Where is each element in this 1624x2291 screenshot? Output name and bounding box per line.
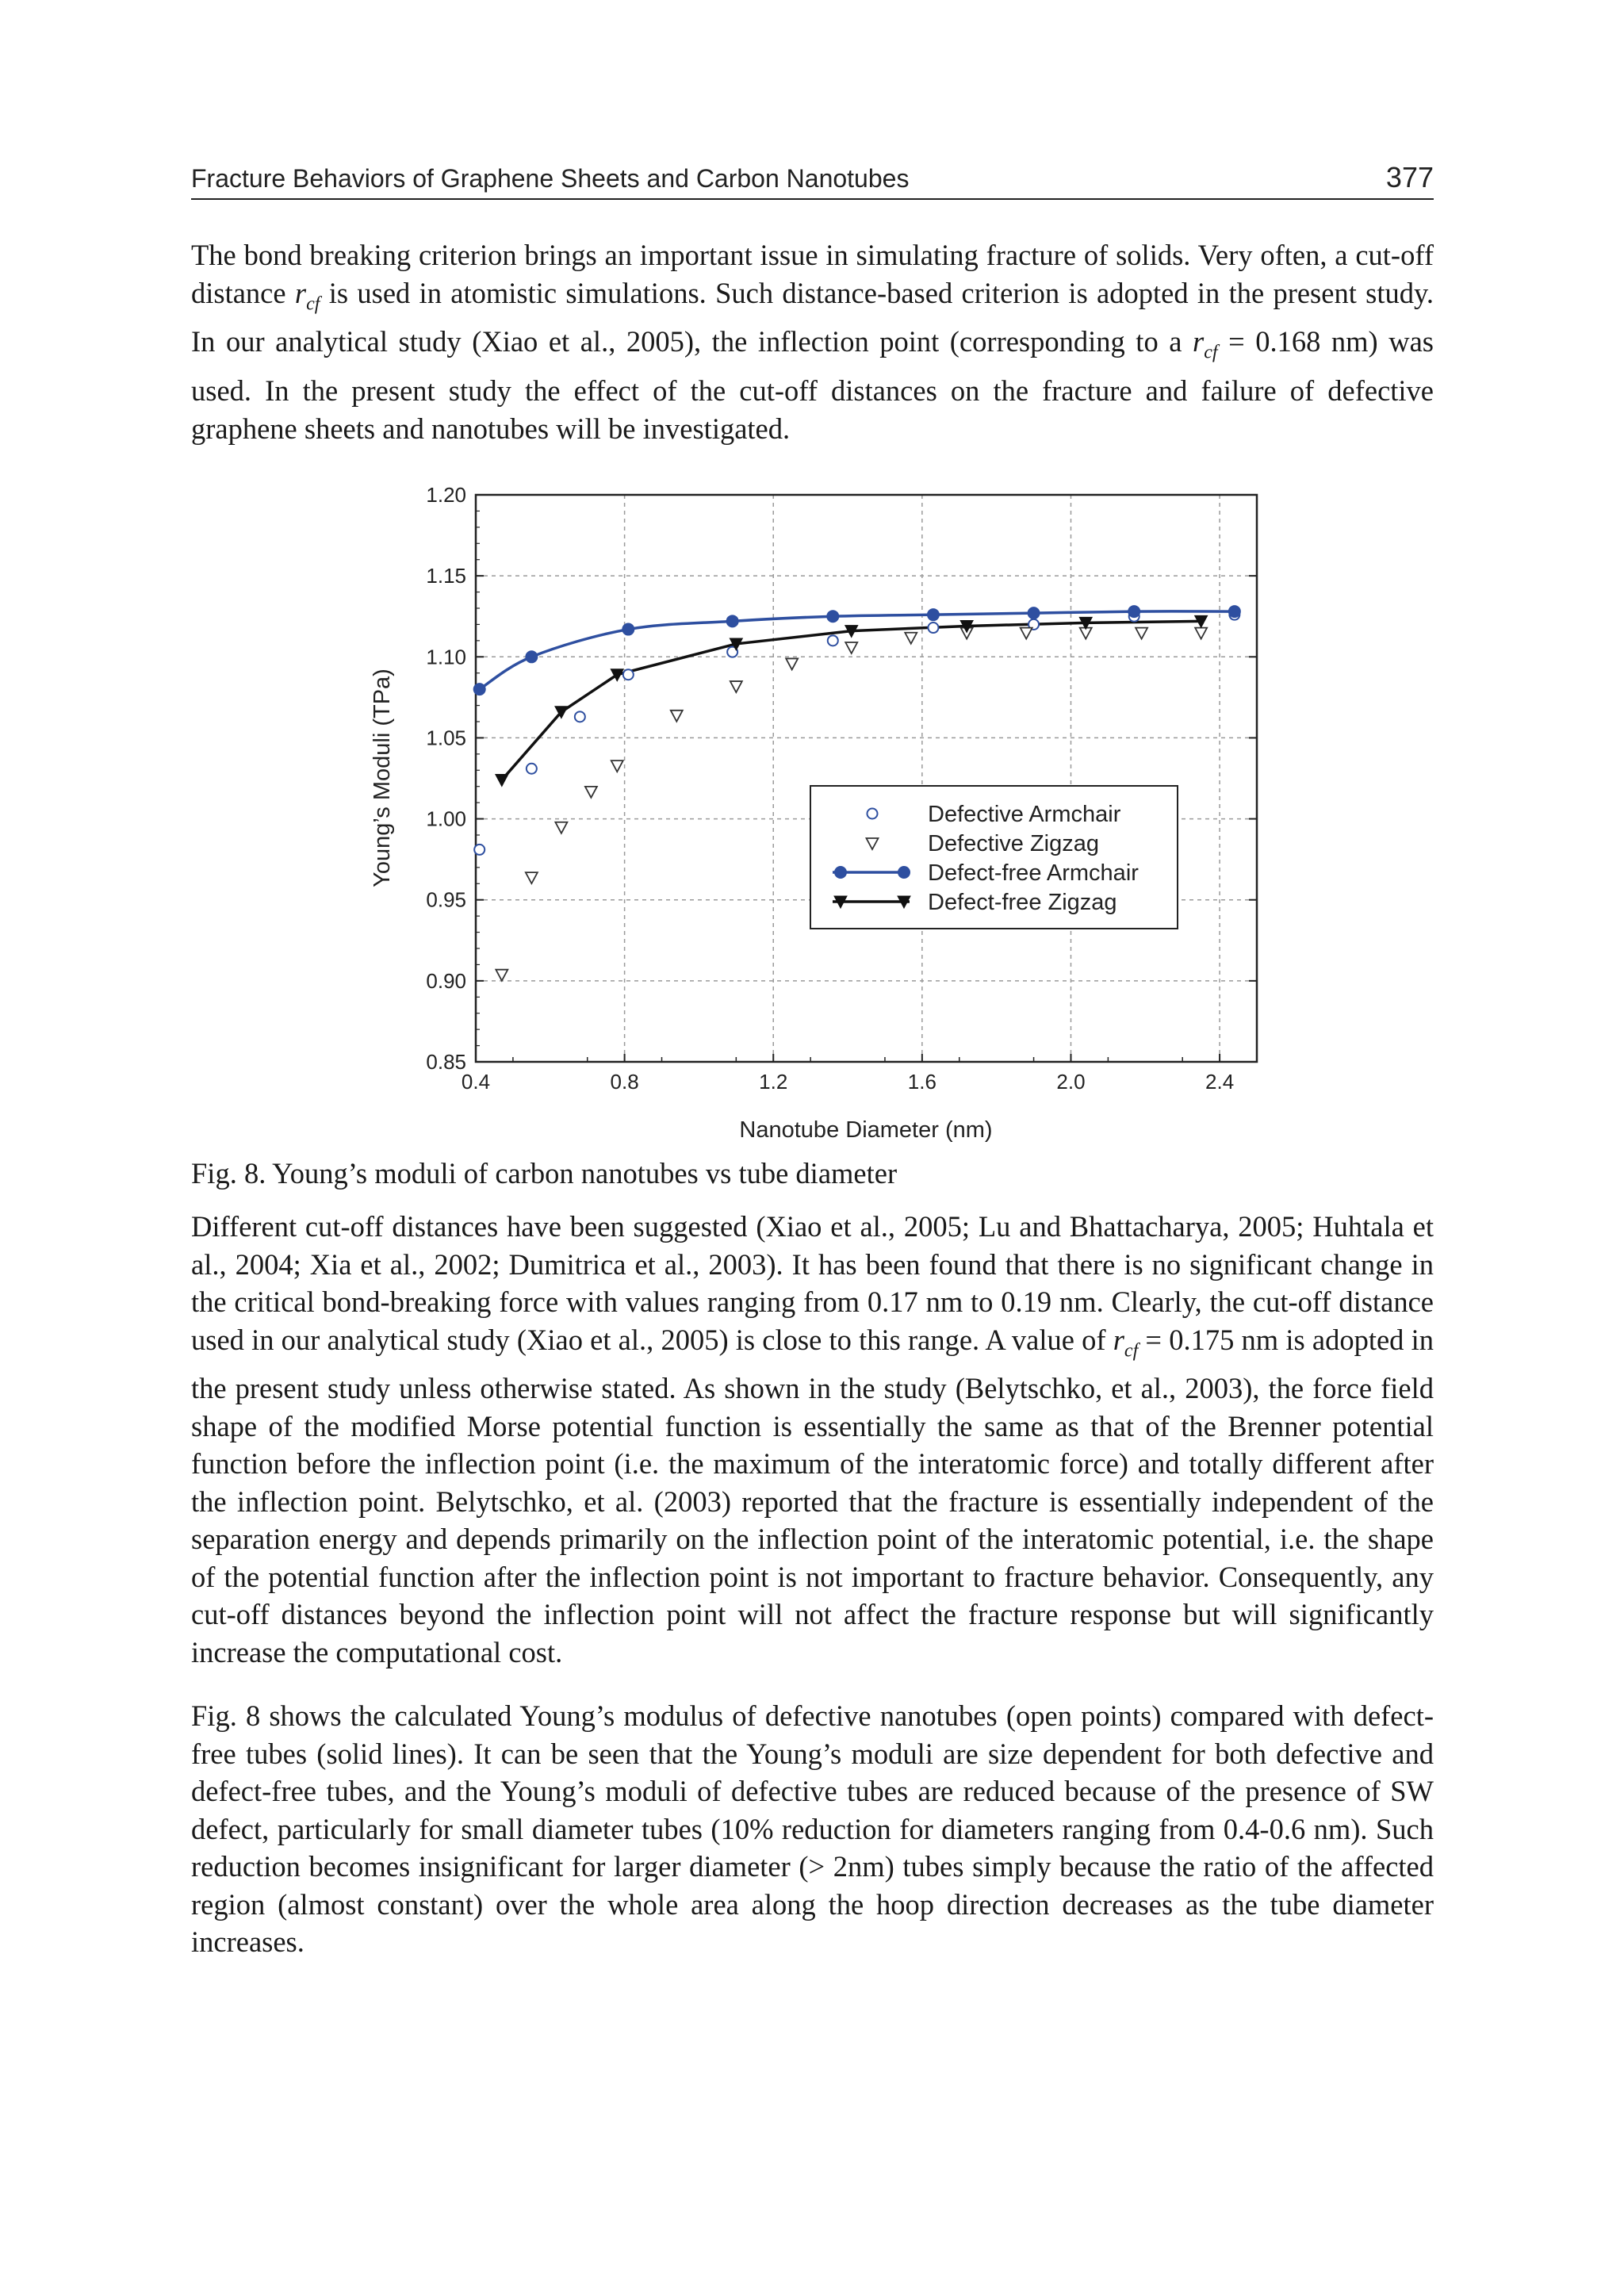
- running-header-title: Fracture Behaviors of Graphene Sheets and Carbon Nanotubes: [191, 164, 910, 193]
- defective-zigzag-point: [845, 642, 857, 653]
- defective-armchair-point: [928, 623, 938, 633]
- defective-armchair-point: [575, 711, 585, 722]
- y-tick-label: 0.90: [426, 968, 466, 993]
- symbol-r: r: [294, 276, 307, 309]
- defect-free-armchair-point: [726, 615, 738, 627]
- page-number: 377: [1385, 161, 1434, 193]
- legend-marker: [868, 809, 878, 819]
- x-tick-label: 1.2: [759, 1070, 788, 1094]
- legend-marker: [898, 867, 910, 879]
- defective-zigzag-point: [730, 681, 742, 692]
- defective-armchair-point: [828, 635, 838, 646]
- legend-label: Defect-free Zigzag: [928, 890, 1117, 915]
- y-tick-label: 0.85: [426, 1050, 466, 1074]
- paragraph-text: = 0.168 nm) was used. In the present study the effect of the cut-off distances on the fracture and failure of defective graphene sheets and nanotubes will be investigated.: [191, 325, 1434, 445]
- defective-zigzag-point: [905, 633, 917, 644]
- y-tick-label: 1.10: [426, 645, 466, 669]
- paragraph-text: = 0.175 nm is adopted in the present study unless otherwise stated. As shown in the study (Belytschko, et al., 2003), the force field shape of the modified Morse potential function is essentially the same as that of the Brenner potential function before the inflection point (i.e. the maximum of the interatomic force) and totally different after the inflection point. Belytschko, et al. (2003) reported that the fracture is essentially independent of the separation energy and depends primarily on the inflection point of the interatomic potential, i.e. the shape of the potential function after the inflection point is not important to fracture behavior. Consequently, any cut-off distances beyond the inflection point will not affect the fracture response but will significantly increase the computational cost.: [191, 1323, 1434, 1668]
- defect-free-armchair-point: [1028, 607, 1040, 619]
- y-axis-label: Young’s Moduli (TPa): [370, 669, 395, 887]
- defective-zigzag-point: [585, 787, 597, 798]
- x-tick-label: 2.4: [1205, 1070, 1235, 1094]
- x-axis-label: Nanotube Diameter (nm): [739, 1117, 993, 1143]
- legend-label: Defective Armchair: [928, 802, 1121, 827]
- x-tick-label: 0.8: [610, 1070, 639, 1094]
- defective-zigzag-point: [1136, 628, 1147, 639]
- defect-free-armchair-point: [827, 611, 839, 623]
- y-tick-label: 1.05: [426, 726, 466, 750]
- defect-free-armchair-point: [473, 684, 485, 695]
- paragraph-cutoff-distances: [191, 1208, 1434, 1671]
- defect-free-armchair-point: [526, 651, 538, 663]
- defective-zigzag-point: [1021, 628, 1032, 639]
- legend-marker: [835, 867, 847, 879]
- defect-free-zigzag-point: [496, 775, 508, 787]
- defective-zigzag-point: [1195, 628, 1207, 639]
- defective-armchair-point: [474, 845, 485, 855]
- defect-free-armchair-point: [927, 609, 939, 621]
- legend-label: Defect-free Armchair: [928, 860, 1139, 886]
- symbol-r: r: [1193, 325, 1205, 358]
- y-tick-label: 1.00: [426, 806, 466, 831]
- defective-zigzag-point: [526, 872, 538, 883]
- defective-zigzag-point: [611, 760, 623, 772]
- figure-caption: Fig. 8. Young’s moduli of carbon nanotubes vs tube diameter: [191, 1157, 898, 1190]
- paragraph-text: Different cut-off distances have been suggested (Xiao et al., 2005; Lu and Bhattacharya, 2005; Huhtala et al., 2004; Xia et al., 2002; Dumitrica et al., 2003). It has been found that there is no significant change in the critical bond-breaking force with values ranging from 0.17 nm to 0.19 nm. Clearly, the cut-off distance used in our analytical study (Xiao et al., 2005) is close to this range. A value of: [191, 1210, 1434, 1356]
- plot-frame: [476, 495, 1257, 1062]
- x-tick-label: 1.6: [907, 1070, 936, 1094]
- x-tick-label: 0.4: [461, 1070, 491, 1094]
- legend-label: Defective Zigzag: [928, 831, 1099, 856]
- defective-zigzag-point: [671, 711, 683, 722]
- defective-zigzag-point: [786, 658, 798, 669]
- symbol-sub: cf: [1204, 342, 1218, 363]
- y-tick-label: 1.20: [426, 483, 466, 507]
- defective-armchair-point: [527, 764, 537, 774]
- paragraph-fig8-discussion: Fig. 8 shows the calculated Young’s modulus of defective nanotubes (open points) compared with defect-free tubes (solid lines). It can be seen that the Young’s moduli are size dependent for both defective and defect-free tubes, and the Young’s moduli of defective tubes are reduced because of the presence of SW defect, particularly for small diameter tubes (10% reduction for diameters ranging from 0.4-0.6 nm). Such reduction becomes insignificant for larger diameter (> 2nm) tubes simply because the ratio of the affected region (almost constant) over the whole area along the hoop direction decreases as the tube diameter increases.: [191, 1699, 1434, 1958]
- x-tick-label: 2.0: [1056, 1070, 1086, 1094]
- chart-grid: [476, 495, 1257, 1062]
- defect-free-armchair-point: [1228, 606, 1240, 618]
- defective-zigzag-point: [496, 970, 508, 981]
- paragraph-text: is used in atomistic simulations. Such distance-based criterion is adopted in the present study. In our analytical study (Xiao et al., 2005), the inflection point (corresponding to a: [191, 276, 1434, 358]
- paragraph-text: The bond breaking criterion brings an important issue in simulating fracture of solids. Very often, a cut-off distance: [191, 239, 1434, 309]
- symbol-sub: cf: [1124, 1339, 1139, 1361]
- defective-armchair-point: [623, 669, 634, 680]
- defective-zigzag-point: [555, 822, 567, 833]
- y-tick-label: 0.95: [426, 887, 466, 912]
- symbol-r: r: [1113, 1323, 1124, 1356]
- y-tick-label: 1.15: [426, 564, 466, 588]
- chart-ticks: [476, 495, 1257, 1062]
- defect-free-armchair-point: [1128, 606, 1140, 618]
- defect-free-armchair-point: [622, 623, 634, 635]
- chart-legend: [810, 786, 1178, 929]
- symbol-sub: cf: [306, 293, 320, 314]
